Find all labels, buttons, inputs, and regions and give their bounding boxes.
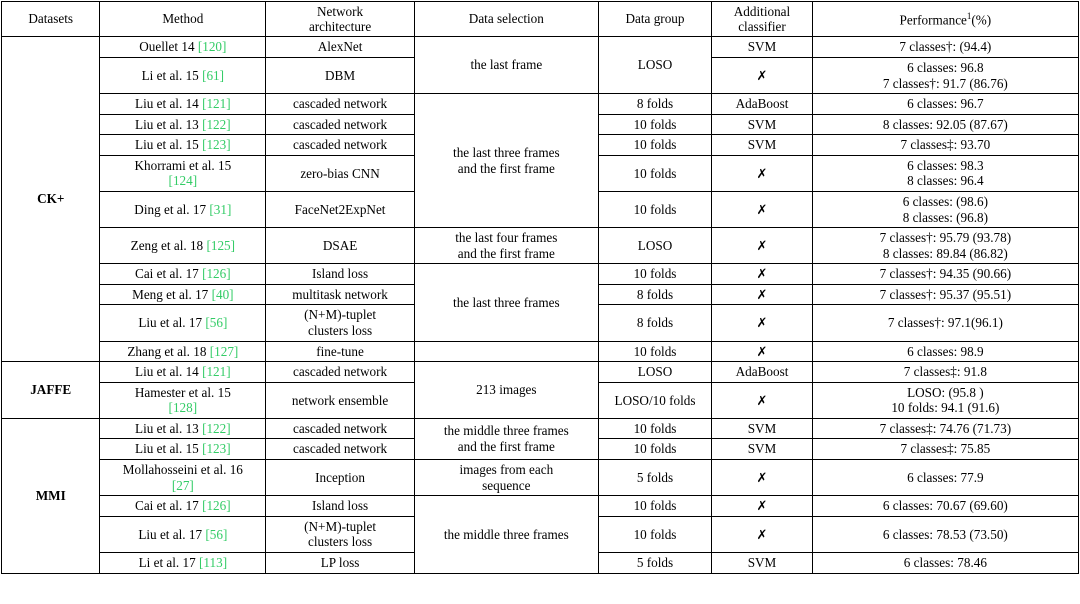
method-text: Liu et al. 14: [135, 364, 203, 380]
performance-cell: [812, 191, 1078, 227]
performance-cell: 6 classes: 70.67 (69.60): [812, 496, 1078, 517]
data-group-cell: 5 folds: [598, 460, 712, 496]
method-cell: [100, 57, 266, 93]
table-row: [2, 496, 1079, 517]
network-cell: cascaded network: [266, 135, 415, 156]
classifier-cell: SVM: [712, 552, 812, 573]
citation-ref[interactable]: [123]: [202, 441, 231, 457]
header-data-selection: Data selection: [414, 2, 598, 37]
performance-cell: 6 classes: 98.9: [812, 341, 1078, 362]
network-cell: DBM: [266, 57, 415, 93]
citation-ref[interactable]: [122]: [202, 420, 231, 436]
network-cell: Island loss: [266, 496, 415, 517]
data-group-cell: 10 folds: [598, 341, 712, 362]
method-cell: [100, 496, 266, 517]
table-row: [2, 460, 1079, 496]
data-group-cell: 10 folds: [598, 191, 712, 227]
method-cell: [100, 305, 266, 341]
method-cell: [100, 516, 266, 552]
table-row: [2, 341, 1079, 362]
performance-cell: 7 classes‡: 93.70: [812, 135, 1078, 156]
dataset-cell-mmi: MMI: [2, 418, 100, 573]
header-additional-line1: Additional: [733, 4, 791, 19]
method-cell: [100, 460, 266, 496]
method-text: Ding et al. 17: [134, 201, 210, 217]
classifier-cell: SVM: [712, 439, 812, 460]
data-selection-cell: the middle three frames: [414, 496, 598, 573]
table-row: [2, 362, 1079, 383]
data-selection-line2: sequence: [482, 477, 531, 493]
method-text: Cai et al. 17: [135, 498, 203, 514]
citation-ref[interactable]: [31]: [209, 201, 232, 217]
network-line2: clusters loss: [308, 534, 373, 550]
performance-line1: LOSO: (95.8 ): [907, 384, 984, 400]
network-cell: multitask network: [266, 284, 415, 305]
data-selection-cell: the last three frames: [414, 264, 598, 341]
classifier-cell: ✗: [712, 264, 812, 285]
data-selection-cell: [414, 460, 598, 496]
citation-ref[interactable]: [121]: [202, 364, 231, 380]
performance-comparison-table-container: [0, 1, 1080, 604]
citation-ref[interactable]: [124]: [168, 173, 198, 189]
citation-ref[interactable]: [125]: [206, 237, 236, 253]
data-selection-line1: the last three frames: [453, 145, 560, 161]
citation-ref[interactable]: [27]: [171, 477, 194, 493]
performance-cell: 7 classes†: 94.35 (90.66): [812, 264, 1078, 285]
performance-cell: 7 classes‡: 74.76 (71.73): [812, 418, 1078, 439]
performance-line2: 8 classes: (96.8): [902, 209, 989, 225]
method-cell: [100, 228, 266, 264]
network-cell: AlexNet: [266, 37, 415, 58]
method-text: Liu et al. 13: [135, 116, 203, 132]
network-cell: cascaded network: [266, 362, 415, 383]
header-data-group: Data group: [598, 2, 712, 37]
method-cell: [100, 114, 266, 135]
classifier-cell: ✗: [712, 228, 812, 264]
network-cell: network ensemble: [266, 382, 415, 418]
header-performance-footnote: 1: [966, 10, 972, 21]
method-cell: [100, 439, 266, 460]
performance-cell: [812, 57, 1078, 93]
data-group-cell: 10 folds: [598, 264, 712, 285]
data-selection-line2: and the first frame: [457, 160, 555, 176]
method-text: Li et al. 15: [141, 67, 203, 83]
data-selection-line2: and the first frame: [457, 438, 555, 454]
performance-cell: [812, 228, 1078, 264]
performance-cell: 8 classes: 92.05 (87.67): [812, 114, 1078, 135]
method-cell: [100, 382, 266, 418]
citation-ref[interactable]: [56]: [205, 526, 228, 542]
performance-line2: 7 classes†: 91.7 (86.76): [882, 75, 1008, 91]
classifier-cell: SVM: [712, 114, 812, 135]
classifier-cell: SVM: [712, 418, 812, 439]
network-cell: DSAE: [266, 228, 415, 264]
data-group-cell: LOSO: [598, 37, 712, 94]
citation-ref[interactable]: [56]: [205, 315, 228, 331]
method-cell: [100, 37, 266, 58]
table-body: [2, 37, 1079, 573]
performance-comparison-table: [1, 1, 1079, 574]
citation-ref[interactable]: [126]: [202, 266, 231, 282]
data-group-cell: 8 folds: [598, 284, 712, 305]
performance-line2: 8 classes: 89.84 (86.82): [882, 245, 1008, 261]
data-selection-cell: [414, 418, 598, 459]
method-cell: [100, 418, 266, 439]
data-group-cell: 8 folds: [598, 94, 712, 115]
method-cell: [100, 362, 266, 383]
network-line2: clusters loss: [308, 323, 373, 339]
method-cell: [100, 135, 266, 156]
method-cell: [100, 155, 266, 191]
dataset-cell-jaffe: JAFFE: [2, 362, 100, 419]
data-selection-cell: 213 images: [414, 362, 598, 419]
method-text: Mollahosseini et al. 16: [122, 462, 243, 478]
classifier-cell: ✗: [712, 341, 812, 362]
network-cell: Inception: [266, 460, 415, 496]
citation-ref[interactable]: [126]: [202, 498, 231, 514]
citation-ref[interactable]: [120]: [197, 39, 227, 55]
performance-cell: 7 classes‡: 91.8: [812, 362, 1078, 383]
citation-ref[interactable]: [123]: [202, 137, 231, 153]
classifier-cell: SVM: [712, 37, 812, 58]
header-network-line1: Network: [316, 4, 364, 19]
method-cell: [100, 94, 266, 115]
data-selection-cell: [414, 341, 598, 362]
performance-line1: 7 classes†: 95.79 (93.78): [879, 230, 1012, 246]
header-performance-tail: (%): [971, 12, 992, 28]
classifier-cell: ✗: [712, 57, 812, 93]
table-row: [2, 228, 1079, 264]
classifier-cell: ✗: [712, 191, 812, 227]
header-row: [2, 2, 1079, 37]
network-cell: LP loss: [266, 552, 415, 573]
data-selection-line2: and the first frame: [457, 245, 555, 261]
performance-cell: 6 classes: 78.53 (73.50): [812, 516, 1078, 552]
data-group-cell: 10 folds: [598, 114, 712, 135]
data-group-cell: LOSO/10 folds: [598, 382, 712, 418]
method-text: Meng et al. 17: [132, 286, 212, 302]
performance-line2: 8 classes: 96.4: [907, 173, 984, 189]
performance-cell: [812, 382, 1078, 418]
header-additional-line2: classifier: [738, 19, 786, 35]
data-group-cell: 10 folds: [598, 418, 712, 439]
classifier-cell: ✗: [712, 516, 812, 552]
network-cell: zero-bias CNN: [266, 155, 415, 191]
method-text: Liu et al. 17: [138, 526, 206, 542]
network-cell: Island loss: [266, 264, 415, 285]
citation-ref[interactable]: [61]: [202, 67, 225, 83]
classifier-cell: SVM: [712, 135, 812, 156]
data-selection-line1: the middle three frames: [443, 423, 569, 439]
method-text: Liu et al. 14: [135, 96, 203, 112]
classifier-cell: AdaBoost: [712, 362, 812, 383]
citation-ref[interactable]: [122]: [202, 116, 231, 132]
method-cell: [100, 552, 266, 573]
table-row: [2, 37, 1079, 58]
data-selection-cell: [414, 94, 598, 228]
performance-cell: 7 classes†: 97.1(96.1): [812, 305, 1078, 341]
network-cell: [266, 305, 415, 341]
performance-cell: 6 classes: 96.7: [812, 94, 1078, 115]
network-cell: cascaded network: [266, 114, 415, 135]
data-group-cell: 10 folds: [598, 155, 712, 191]
performance-line1: 6 classes: 98.3: [907, 157, 984, 173]
method-cell: [100, 191, 266, 227]
classifier-cell: ✗: [712, 460, 812, 496]
network-cell: cascaded network: [266, 418, 415, 439]
network-cell: [266, 516, 415, 552]
data-selection-cell: [414, 228, 598, 264]
table-header: [2, 2, 1079, 37]
network-line1: (N+M)-tuplet: [304, 307, 377, 323]
method-text: Liu et al. 15: [135, 441, 203, 457]
header-network-line2: architecture: [308, 19, 372, 35]
method-text: Liu et al. 13: [135, 420, 203, 436]
method-text-line: [103, 462, 262, 478]
citation-ref[interactable]: [128]: [168, 400, 198, 416]
method-text: Zeng et al. 18: [130, 237, 207, 253]
method-text: Zhang et al. 18: [127, 343, 210, 359]
network-line1: (N+M)-tuplet: [304, 518, 377, 534]
method-cell: [100, 341, 266, 362]
method-text: Liu et al. 15: [135, 137, 203, 153]
performance-cell: 7 classes‡: 75.85: [812, 439, 1078, 460]
network-cell: cascaded network: [266, 94, 415, 115]
table-row: [2, 94, 1079, 115]
method-cell: [100, 284, 266, 305]
data-selection-line1: the last four frames: [455, 230, 558, 246]
method-text: Cai et al. 17: [135, 266, 203, 282]
method-text: Liu et al. 17: [138, 315, 206, 331]
citation-ref[interactable]: [40]: [211, 286, 234, 302]
citation-ref[interactable]: [113]: [199, 554, 228, 570]
header-datasets: Datasets: [2, 2, 100, 37]
performance-cell: [812, 155, 1078, 191]
performance-cell: 7 classes†: 95.37 (95.51): [812, 284, 1078, 305]
network-cell: FaceNet2ExpNet: [266, 191, 415, 227]
header-additional-classifier: [712, 2, 812, 37]
method-text-line: [103, 385, 262, 401]
method-text-line: [103, 158, 262, 174]
header-network-architecture: [266, 2, 415, 37]
data-group-cell: 10 folds: [598, 135, 712, 156]
classifier-cell: ✗: [712, 155, 812, 191]
method-text: Khorrami et al. 15: [134, 157, 232, 173]
method-cell: [100, 264, 266, 285]
data-selection-line1: images from each: [459, 462, 554, 478]
method-text: Ouellet 14: [139, 39, 198, 55]
method-text: Hamester et al. 15: [134, 384, 231, 400]
data-selection-cell: the last frame: [414, 37, 598, 94]
citation-ref[interactable]: [121]: [202, 96, 231, 112]
data-group-cell: 10 folds: [598, 516, 712, 552]
data-group-cell: LOSO: [598, 362, 712, 383]
performance-line1: 6 classes: (98.6): [902, 193, 989, 209]
performance-cell: 6 classes: 78.46: [812, 552, 1078, 573]
network-cell: fine-tune: [266, 341, 415, 362]
citation-ref[interactable]: [127]: [209, 343, 239, 359]
header-method: Method: [100, 2, 266, 37]
classifier-cell: ✗: [712, 382, 812, 418]
classifier-cell: AdaBoost: [712, 94, 812, 115]
performance-line2: 10 folds: 94.1 (91.6): [891, 400, 1000, 416]
data-group-cell: LOSO: [598, 228, 712, 264]
classifier-cell: ✗: [712, 305, 812, 341]
performance-cell: 7 classes†: (94.4): [812, 37, 1078, 58]
classifier-cell: ✗: [712, 496, 812, 517]
data-group-cell: 10 folds: [598, 496, 712, 517]
table-row: [2, 264, 1079, 285]
method-text: Li et al. 17: [138, 554, 200, 570]
header-performance-main: Performance: [899, 12, 967, 28]
data-group-cell: 10 folds: [598, 439, 712, 460]
classifier-cell: ✗: [712, 284, 812, 305]
table-row: [2, 418, 1079, 439]
network-cell: cascaded network: [266, 439, 415, 460]
data-group-cell: 8 folds: [598, 305, 712, 341]
performance-cell: 6 classes: 77.9: [812, 460, 1078, 496]
header-performance: [812, 2, 1078, 37]
data-group-cell: 5 folds: [598, 552, 712, 573]
dataset-cell-ckplus: CK+: [2, 37, 100, 362]
performance-line1: 6 classes: 96.8: [907, 59, 984, 75]
